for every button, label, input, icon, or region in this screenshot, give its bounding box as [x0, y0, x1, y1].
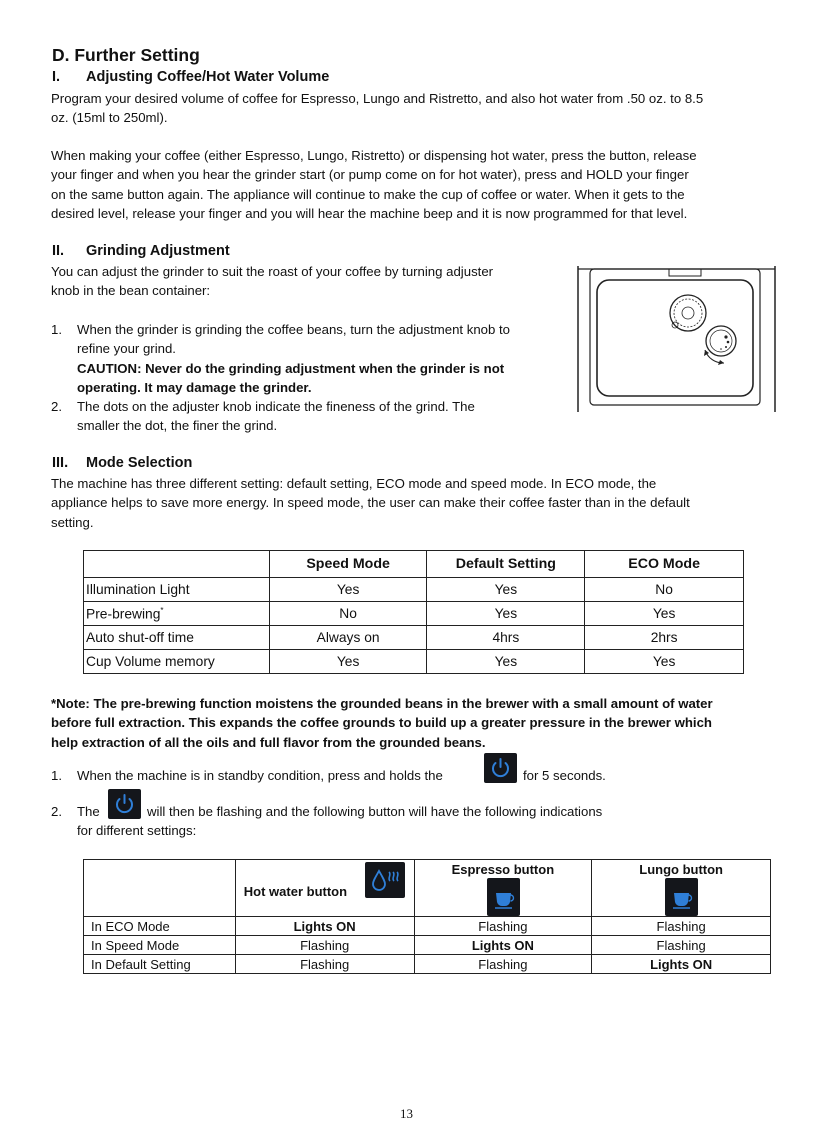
table-header-espresso — [414, 860, 592, 917]
table-cell: Flashing — [592, 936, 771, 955]
table-cell: Illumination Light — [84, 578, 270, 602]
section-title: D. Further Setting — [52, 45, 200, 65]
grinding-list — [51, 320, 581, 440]
heading-grinding-adjustment: Grinding Adjustment — [86, 243, 230, 259]
table-cell: Yes — [427, 650, 585, 674]
table-cell: Yes — [585, 650, 744, 674]
table-cell: Lights ON — [414, 936, 592, 955]
table-row — [84, 578, 744, 602]
espresso-label: Espresso button — [451, 862, 555, 877]
table-row — [84, 955, 771, 974]
table-cell: In ECO Mode — [84, 917, 236, 936]
table-cell: Lights ON — [592, 955, 771, 974]
mode-comparison-table — [83, 550, 744, 674]
table-cell: Flashing — [235, 936, 414, 955]
text-line: You can adjust the grinder to suit the roast of your coffee by turning adjuster — [51, 264, 494, 279]
table-header-cell — [84, 860, 236, 917]
table-cell: Lights ON — [235, 917, 414, 936]
table-row — [84, 602, 744, 626]
heading-adjusting-volume: Adjusting Coffee/Hot Water Volume — [86, 69, 330, 85]
table-row — [84, 936, 771, 955]
adjuster-knob-icon — [704, 326, 736, 365]
step-2-prefix: The — [77, 804, 100, 819]
step-1-suffix: for 5 seconds. — [523, 768, 606, 783]
text-line: desired level, release your finger and you will hear the machine beep and it is now programmed for that level. — [51, 205, 688, 221]
table-header-cell: ECO Mode — [585, 551, 744, 578]
heading-num-2: II. — [52, 243, 65, 259]
coffee-cup-icon — [665, 878, 698, 916]
step-1-text: When the machine is in standby condition, press and holds the — [77, 768, 443, 783]
text-line: your finger and when you hear the grinder start (or pump come on for hot water), press and HOLD your finger — [51, 167, 689, 183]
table-row — [84, 917, 771, 936]
table-cell: Flashing — [414, 917, 592, 936]
table-header-row — [84, 551, 744, 578]
heading-mode-selection: Mode Selection — [86, 455, 193, 471]
table-cell: In Default Setting — [84, 955, 236, 974]
table-cell: Flashing — [414, 955, 592, 974]
text-line: before full extraction. This expands the coffee grounds to build up a greater pressure in the brewer which — [51, 715, 712, 731]
list-item-1 — [77, 320, 510, 397]
prebrewing-note — [51, 694, 791, 752]
step-2-text: will then be flashing and the following button will have the following indications — [147, 804, 603, 819]
table-cell: 4hrs — [427, 626, 585, 650]
text-line: refine your grind. — [77, 341, 176, 357]
prebrewing-label: Pre-brewing — [86, 606, 161, 622]
button-indications-table — [83, 859, 771, 974]
volume-paragraph-1 — [51, 89, 771, 128]
table-cell: 2hrs — [585, 626, 744, 650]
grinding-intro — [51, 262, 571, 301]
asterisk: * — [160, 605, 164, 615]
table-cell: In Speed Mode — [84, 936, 236, 955]
text-line: When making your coffee (either Espresso, Lungo, Ristretto) or dispensing hot water, press the button, release — [51, 148, 697, 163]
grinder-burr-icon — [670, 295, 706, 331]
table-header-cell — [84, 551, 270, 578]
table-cell: Yes — [427, 578, 585, 602]
table-header-row — [84, 860, 771, 917]
table-cell: Auto shut-off time — [84, 626, 270, 650]
text-line: smaller the dot, the finer the grind. — [77, 418, 278, 434]
table-header-hot-water — [235, 860, 414, 917]
heading-num-3: III. — [52, 455, 69, 471]
mode-paragraph — [51, 474, 781, 532]
table-row — [84, 626, 744, 650]
caution-text: operating. It may damage the grinder. — [77, 379, 312, 395]
table-header-cell: Default Setting — [427, 551, 585, 578]
power-icon — [108, 789, 141, 819]
text-line: Program your desired volume of coffee for Espresso, Lungo and Ristretto, and also hot water from .50 oz. to 8.5 — [51, 91, 704, 106]
caution-text: CAUTION: Never do the grinding adjustment when the grinder is not — [77, 360, 505, 376]
text-line: on the same button again. The appliance will continue to make the cup of coffee or water. When it gets to the — [51, 186, 685, 202]
text-line: The dots on the adjuster knob indicate the fineness of the grind. The — [77, 399, 475, 414]
coffee-cup-icon — [487, 878, 520, 916]
text-line: knob in the bean container: — [51, 283, 211, 299]
heading-num-1: I. — [52, 69, 61, 85]
list-item-2 — [77, 397, 475, 436]
list-number: 1. — [51, 322, 62, 337]
power-icon — [484, 753, 517, 783]
lungo-label: Lungo button — [639, 862, 723, 877]
table-cell-prebrewing — [84, 602, 270, 626]
text-line: *Note: The pre-brewing function moistens the grounded beans in the brewer with a small amount of water — [51, 696, 713, 711]
table-cell: Yes — [427, 602, 585, 626]
table-cell: Flashing — [235, 955, 414, 974]
text-line: help extraction of all the oils and full flavor from the grounded beans. — [51, 734, 486, 750]
bean-container-illustration — [577, 266, 777, 412]
table-cell: No — [585, 578, 744, 602]
table-cell: Flashing — [592, 917, 771, 936]
text-line: oz. (15ml to 250ml). — [51, 110, 168, 126]
text-line: The machine has three different setting: default setting, ECO mode and speed mode. In ECO mode, the — [51, 476, 657, 491]
hot-water-icon — [365, 862, 405, 898]
text-line: When the grinder is grinding the coffee beans, turn the adjustment knob to — [77, 322, 511, 337]
table-cell: Always on — [269, 626, 427, 650]
table-row — [84, 650, 744, 674]
table-cell: No — [269, 602, 427, 626]
page-number: 13 — [400, 1106, 413, 1121]
table-header-lungo — [592, 860, 771, 917]
list-number: 2. — [51, 399, 62, 414]
step-2-number: 2. — [51, 804, 62, 819]
hot-water-label: Hot water button — [243, 884, 348, 899]
text-line: setting. — [51, 514, 94, 530]
table-header-cell: Speed Mode — [269, 551, 427, 578]
volume-paragraph-2 — [51, 146, 781, 223]
text-line: appliance helps to save more energy. In speed mode, the user can make their coffee faster than in the default — [51, 495, 690, 511]
step-1-number: 1. — [51, 768, 62, 783]
table-cell: Yes — [269, 578, 427, 602]
step-2-text-line2: for different settings: — [77, 823, 197, 838]
table-cell: Yes — [585, 602, 744, 626]
table-cell: Yes — [269, 650, 427, 674]
table-cell: Cup Volume memory — [84, 650, 270, 674]
